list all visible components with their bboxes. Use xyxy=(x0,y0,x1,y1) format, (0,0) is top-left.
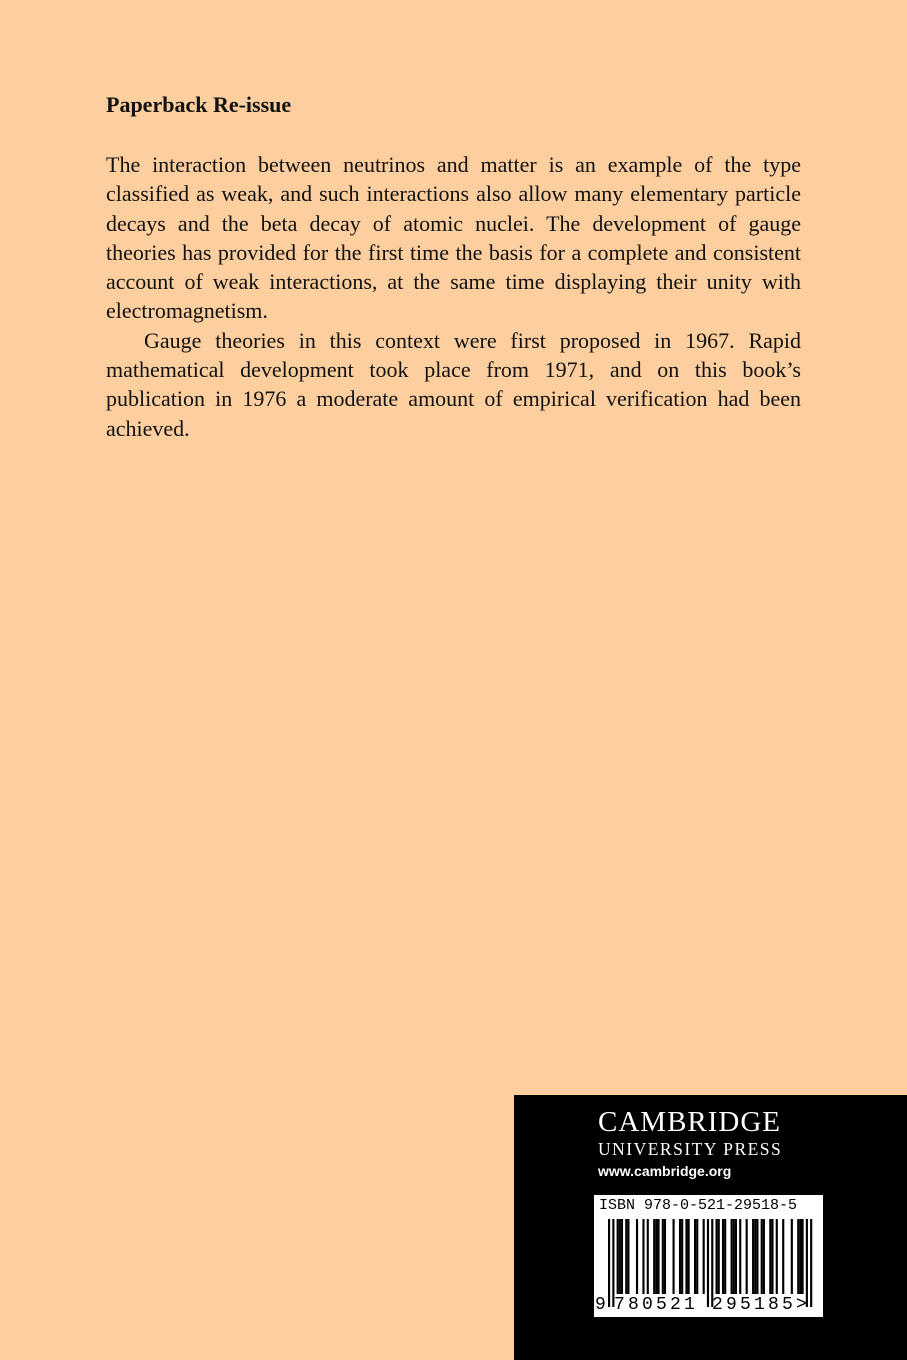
ean-left-group: 780521 xyxy=(614,1295,699,1315)
cover-heading: Paperback Re-issue xyxy=(106,92,292,117)
barcode-bar xyxy=(763,1219,765,1294)
barcode-bar xyxy=(617,1219,619,1294)
barcode-bar xyxy=(707,1219,709,1307)
barcode-bar xyxy=(642,1219,644,1294)
publisher-subname: UNIVERSITY PRESS xyxy=(598,1139,783,1159)
barcode-bar xyxy=(688,1219,690,1294)
barcode-bar xyxy=(653,1219,655,1294)
barcode-bar xyxy=(636,1219,638,1294)
publisher-url: www.cambridge.org xyxy=(598,1163,732,1179)
barcode xyxy=(594,1195,823,1317)
barcode-bar xyxy=(771,1219,773,1294)
barcode-bar xyxy=(711,1219,713,1307)
barcode-bar xyxy=(776,1219,778,1294)
barcode-bar xyxy=(664,1219,666,1294)
publisher-name: CAMBRIDGE xyxy=(598,1106,782,1138)
barcode-bar xyxy=(754,1219,756,1294)
barcode-bar xyxy=(657,1219,659,1294)
barcode-bar xyxy=(733,1219,735,1294)
barcode-bar xyxy=(694,1219,696,1294)
barcode-bar xyxy=(724,1219,726,1294)
blurb-paragraph-2: Gauge theories in this context were first proposed in 1967. Rapid mathematical development took place from 1971, and on this book’s publication in 1976 a moderate amount of empirical verification had been achieved. xyxy=(106,327,801,441)
barcode-bar xyxy=(718,1219,720,1294)
barcode-bar xyxy=(647,1219,649,1294)
ean-right-group: 295185> xyxy=(712,1295,811,1315)
barcode-bar xyxy=(703,1219,705,1294)
barcode-bar xyxy=(791,1219,793,1294)
barcode-bar xyxy=(756,1219,758,1294)
barcode-bar xyxy=(679,1219,681,1294)
barcode-bar xyxy=(655,1219,657,1294)
barcode-bar xyxy=(810,1219,812,1307)
blurb xyxy=(106,150,801,443)
barcode-bar xyxy=(739,1219,741,1294)
barcode-bar xyxy=(716,1219,718,1294)
barcode-bar xyxy=(797,1219,799,1294)
barcode-bar xyxy=(625,1219,627,1294)
barcode-bar xyxy=(722,1219,724,1294)
barcode-bar xyxy=(619,1219,621,1294)
barcode-bar xyxy=(621,1219,623,1294)
barcode-bar xyxy=(735,1219,737,1294)
barcode-bar xyxy=(746,1219,748,1294)
barcode-bar xyxy=(782,1219,784,1294)
barcode-bar xyxy=(761,1219,763,1294)
barcode-bar xyxy=(731,1219,733,1294)
barcode-bar xyxy=(802,1219,804,1294)
isbn-label: ISBN 978-0-521-29518-5 xyxy=(599,1197,798,1214)
barcode-bar xyxy=(696,1219,698,1294)
blurb-paragraph-1: The interaction between neutrinos and matter is an example of the type classified as weak, and such interactions also allow many elementary particle decays and the beta decay of atomic nuclei. The development of gauge theories has provided for the first time the basis for a complete and consistent account of weak interactions, at the same time displaying their unity with electromagnetism. xyxy=(106,152,801,324)
barcode-bar xyxy=(681,1219,683,1294)
barcode-bar xyxy=(627,1219,629,1294)
barcode-bar xyxy=(662,1219,664,1294)
barcode-bar xyxy=(769,1219,771,1294)
barcode-bar xyxy=(806,1219,808,1307)
barcode-bar xyxy=(608,1219,610,1307)
publisher-block xyxy=(514,1095,907,1360)
ean-first-digit: 9 xyxy=(595,1295,606,1315)
barcode-bar xyxy=(685,1219,687,1294)
barcode-bar xyxy=(673,1219,675,1294)
barcode-bar xyxy=(612,1219,614,1307)
barcode-bar xyxy=(799,1219,801,1294)
barcode-bar xyxy=(752,1219,754,1294)
